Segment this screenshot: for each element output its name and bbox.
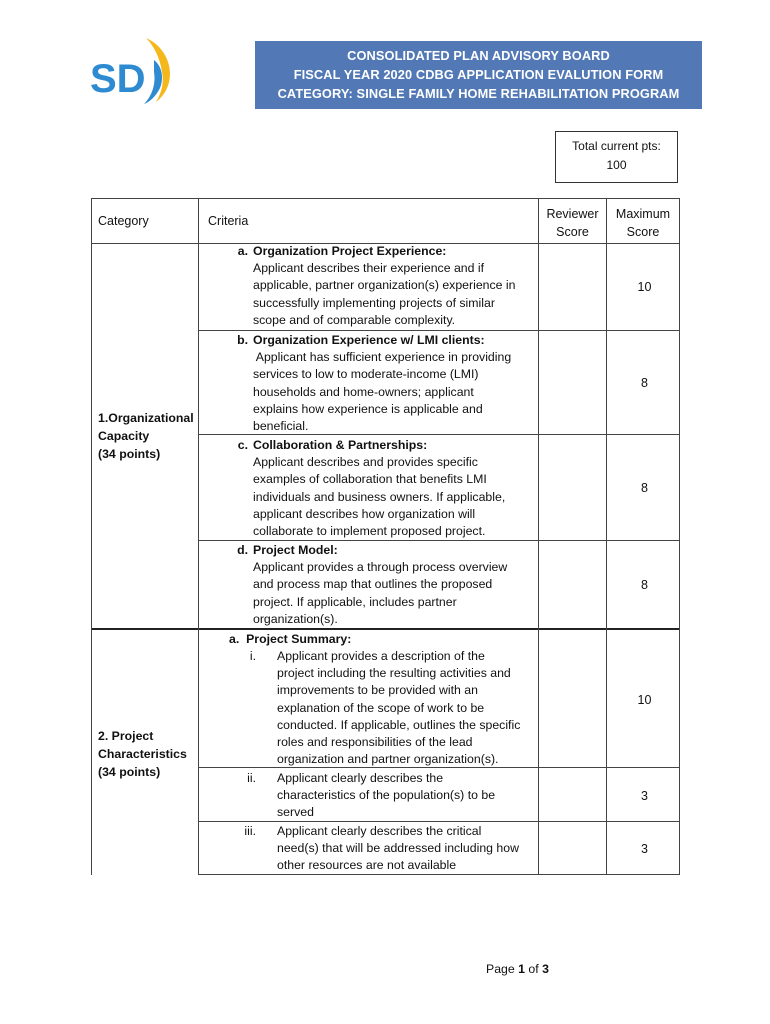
category-project-characteristics: [98, 727, 187, 781]
header-reviewer-line1: Reviewer: [546, 207, 599, 221]
banner-line-2: FISCAL YEAR 2020 CDBG APPLICATION EVALUTION FORM: [293, 67, 664, 82]
criterion-text: Applicant clearly describes the: [277, 771, 444, 785]
criterion-b: [226, 332, 536, 435]
criterion-text: applicable, partner organization(s) experience in: [253, 278, 516, 293]
max-score: 3: [641, 789, 648, 803]
criterion-label: ii.: [247, 771, 256, 785]
category-line: (34 points): [98, 765, 161, 779]
criterion-text: explains how experience is applicable and: [253, 401, 483, 416]
criterion-text: characteristics of the population(s) to be: [277, 788, 496, 803]
criterion-text: organization(s).: [253, 611, 338, 626]
criterion-text: other resources are not available: [277, 858, 457, 873]
banner-line-3: CATEGORY: SINGLE FAMILY HOME REHABILITATION PROGRAM: [277, 86, 680, 101]
max-score: 10: [637, 693, 652, 707]
criterion-text: Applicant provides a through process overview: [253, 560, 508, 575]
criterion-text: households and home-owners; applicant: [253, 384, 474, 399]
max-score: 10: [637, 280, 652, 294]
criterion-text: and process map that outlines the proposed: [253, 577, 493, 592]
category-line: Capacity: [98, 429, 150, 443]
criterion-label: i.: [249, 649, 256, 663]
criterion-text: Applicant has sufficient experience in providing: [253, 350, 512, 365]
criterion-text: beneficial.: [253, 419, 309, 434]
table-top-border: [91, 198, 679, 199]
category-line: 2. Project: [98, 729, 154, 743]
criterion-text: Applicant describes their experience and if: [253, 261, 485, 276]
criterion-text: conducted. If applicable, outlines the specific: [277, 717, 521, 732]
criterion-text: Applicant clearly describes the critical: [277, 824, 482, 838]
banner-line-1: CONSOLIDATED PLAN ADVISORY BOARD: [347, 48, 610, 63]
criterion-label: d.: [237, 543, 248, 557]
criterion-text: successfully implementing projects of similar: [253, 295, 495, 310]
criterion-ii: [226, 770, 536, 822]
category-line: 1.Organizational: [98, 411, 194, 425]
sd-logo: [88, 34, 180, 110]
max-score: 8: [641, 578, 648, 592]
header-reviewer-line2: Score: [556, 225, 589, 239]
criterion-text: collaborate to implement proposed project.: [253, 524, 486, 539]
criterion-text: project. If applicable, includes partner: [253, 594, 457, 609]
col-border: [606, 198, 607, 875]
header-reviewer-score: [539, 205, 606, 241]
criterion-iii: [226, 823, 536, 875]
col-border: [198, 198, 199, 875]
col-border: [679, 198, 680, 875]
criterion-i: [226, 648, 536, 768]
category-line: Characteristics: [98, 747, 187, 761]
page-current: 1: [518, 962, 525, 976]
criterion-title: Collaboration & Partnerships:: [253, 438, 428, 452]
criterion-title: Project Model:: [253, 543, 338, 557]
header-criteria: Criteria: [208, 214, 249, 228]
criterion-text: served: [277, 805, 314, 820]
page-prefix: Page: [486, 962, 519, 976]
col-border: [91, 198, 92, 875]
max-score: 8: [641, 376, 648, 390]
criterion-text: project including the resulting activities and: [277, 666, 511, 681]
criterion-text: roles and responsibilities of the lead: [277, 735, 473, 750]
total-points-value: 100: [606, 158, 627, 172]
criterion-text: Applicant provides a description of the: [277, 649, 485, 663]
title-banner: [255, 41, 702, 109]
criterion-text: explanation of the scope of work to be: [277, 700, 485, 715]
criterion-text: improvements to be provided with an: [277, 683, 478, 698]
page-total: 3: [542, 962, 549, 976]
section-divider: [91, 628, 679, 630]
header-category: Category: [98, 214, 149, 228]
criterion-a: [226, 243, 536, 329]
criterion-c: [226, 437, 536, 540]
page-number: [486, 962, 549, 976]
header-maximum-line2: Score: [626, 225, 660, 239]
header-maximum-line1: Maximum: [615, 207, 671, 221]
criterion-title: Organization Project Experience:: [253, 244, 447, 258]
max-score: 3: [641, 842, 648, 856]
project-summary-heading: a. Project Summary:: [229, 632, 352, 646]
criterion-text: applicant describes how organization will: [253, 506, 476, 521]
criterion-text: scope and of comparable complexity.: [253, 312, 456, 327]
criterion-label: b.: [237, 333, 248, 347]
criterion-d: [226, 542, 536, 628]
category-line: (34 points): [98, 447, 161, 461]
criterion-text: services to low to moderate-income (LMI): [253, 367, 479, 382]
category-organizational-capacity: [98, 409, 194, 463]
criterion-text: examples of collaboration that benefits LMI: [253, 472, 487, 487]
col-border: [538, 198, 539, 875]
criterion-title: Organization Experience w/ LMI clients:: [253, 333, 485, 347]
criterion-text: individuals and business owners. If applicable,: [253, 489, 506, 504]
total-points-box: [555, 131, 678, 183]
total-points-label: Total current pts:: [572, 139, 661, 153]
criterion-label: a.: [237, 244, 248, 258]
logo-text: SD: [90, 57, 146, 101]
header-maximum-score: [607, 205, 679, 241]
criterion-text: organization and partner organization(s).: [277, 752, 499, 767]
criterion-label: iii.: [244, 824, 256, 838]
criterion-text: Applicant describes and provides specific: [253, 455, 478, 470]
criterion-text: need(s) that will be addressed including how: [277, 841, 519, 856]
max-score: 8: [641, 481, 648, 495]
criterion-label: c.: [237, 438, 248, 452]
page-middle: of: [524, 962, 543, 976]
